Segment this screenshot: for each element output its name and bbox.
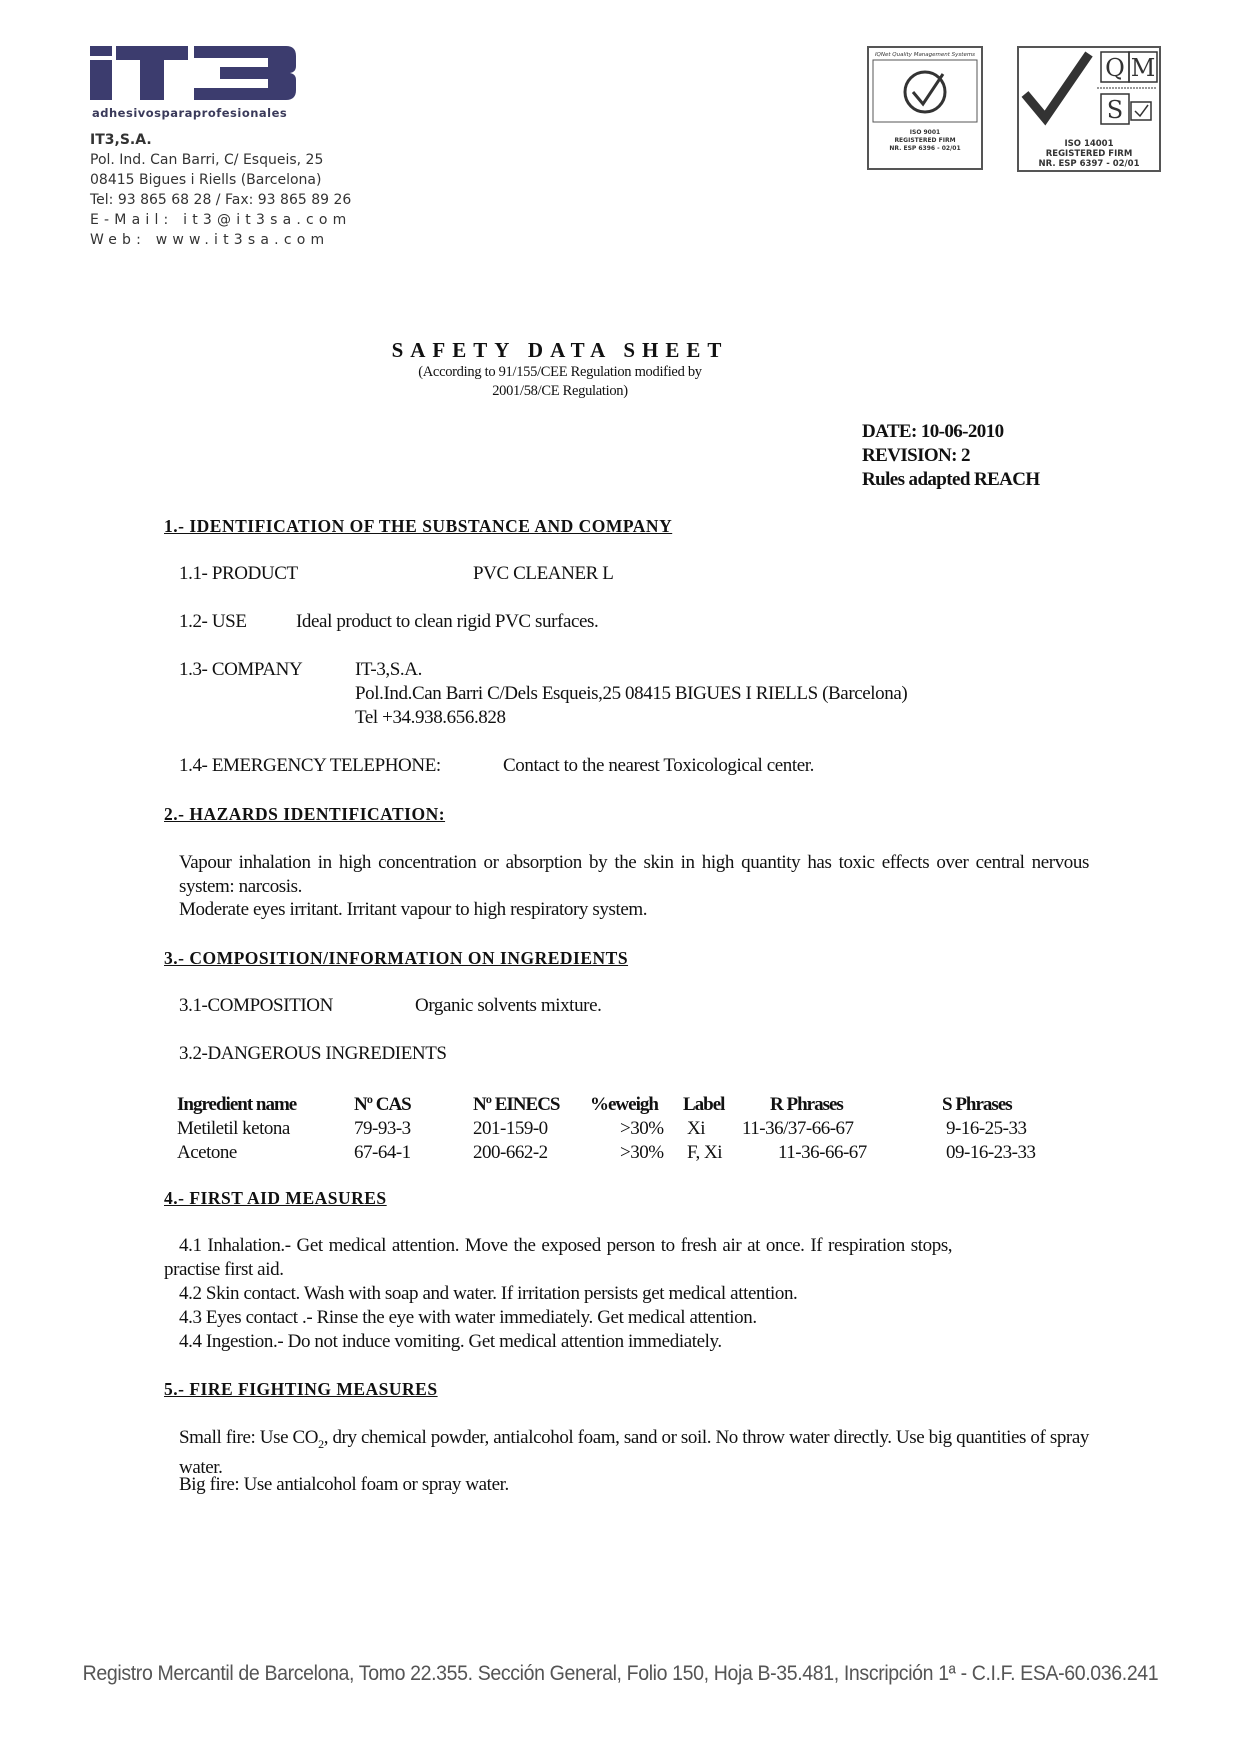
hazards-paragraph: Vapour inhalation in high concentration or absorption by the skin in high quantity has toxic effects over central nervous system: narcosis. xyxy=(179,852,1089,897)
fire-big-paragraph: Big fire: Use antialcohol foam or spray water. xyxy=(179,1474,509,1495)
first-aid-item: 4.4 Ingestion.- Do not induce vomiting. Get medical attention immediately. xyxy=(179,1331,722,1352)
first-aid-item: practise first aid. xyxy=(164,1259,284,1280)
table-row xyxy=(177,1142,1062,1166)
table-cell: 201-159-0 xyxy=(473,1118,548,1139)
section-2-heading: 2.- HAZARDS IDENTIFICATION: xyxy=(164,804,446,824)
iso-14001-stamp xyxy=(1017,46,1161,172)
column-header: Nº EINECS xyxy=(473,1094,560,1115)
table-cell: 79-93-3 xyxy=(354,1118,411,1139)
company-line: Tel +34.938.656.828 xyxy=(355,707,506,728)
cert-top-text: IQNet Quality Management Systems xyxy=(874,52,976,58)
small-fire-subscript: 2 xyxy=(318,1436,324,1451)
cert-caption: REGISTERED FIRM xyxy=(894,137,956,144)
small-fire-text: , dry chemical powder, antialcohol foam, sand or soil. No throw water directly. Use big quantities of spray water. xyxy=(179,1427,1089,1478)
table-cell: 200-662-2 xyxy=(473,1142,548,1163)
document-revision: REVISION: 2 xyxy=(862,445,970,466)
svg-text:S: S xyxy=(1106,96,1124,124)
ingredients-table xyxy=(177,1094,1062,1166)
company-address-block xyxy=(90,130,352,250)
quality-check-icon xyxy=(869,58,981,124)
cert-caption: REGISTERED FIRM xyxy=(1045,149,1133,159)
qms-check-icon xyxy=(1019,48,1159,132)
table-cell: 9-16-25-33 xyxy=(946,1118,1027,1139)
table-cell: Metiletil ketona xyxy=(177,1118,290,1139)
section-3-heading: 3.- COMPOSITION/INFORMATION ON INGREDIENTS xyxy=(164,948,629,968)
document-date: DATE: 10-06-2010 xyxy=(862,421,1004,442)
column-header: Nº CAS xyxy=(354,1094,411,1115)
document-rules: Rules adapted REACH xyxy=(862,469,1040,490)
table-header-row xyxy=(177,1094,1062,1118)
footer-registry: Registro Mercantil de Barcelona, Tomo 22.355. Sección General, Folio 150, Hoja B-35.481, Inscripción 1ª - C.I.F. ESA-60.036.241 xyxy=(82,1662,1159,1685)
svg-text:M: M xyxy=(1130,54,1156,82)
table-cell: >30% xyxy=(620,1142,664,1163)
fire-small-paragraph xyxy=(179,1426,1089,1480)
dangerous-ingredients-label: 3.2-DANGEROUS INGREDIENTS xyxy=(179,1043,447,1064)
first-aid-item: 4.3 Eyes contact .- Rinse the eye with water immediately. Get medical attention. xyxy=(179,1307,757,1328)
table-cell: Acetone xyxy=(177,1142,237,1163)
address-line: Pol. Ind. Can Barri, C/ Esqueis, 25 xyxy=(90,152,324,168)
column-header: %eweigh xyxy=(590,1094,658,1115)
company-name: IT3,S.A. xyxy=(90,132,152,148)
column-header: S Phrases xyxy=(942,1094,1012,1115)
composition-value: Organic solvents mixture. xyxy=(415,995,602,1016)
table-cell: 11-36/37-66-67 xyxy=(742,1118,854,1139)
document-meta xyxy=(862,420,1040,492)
column-header: Ingredient name xyxy=(177,1094,297,1115)
phone-fax: Tel: 93 865 68 28 / Fax: 93 865 89 26 xyxy=(90,192,352,208)
emergency-value: Contact to the nearest Toxicological center. xyxy=(503,755,814,776)
logo-tagline: adhesivosparaprofesionales xyxy=(92,106,288,120)
table-cell: Xi xyxy=(687,1118,705,1139)
column-header: Label xyxy=(683,1094,725,1115)
small-fire-text: Small fire: Use CO xyxy=(179,1427,319,1448)
product-label: 1.1- PRODUCT xyxy=(179,563,298,584)
product-value: PVC CLEANER L xyxy=(473,563,614,584)
cert-caption: NR. ESP 6396 - 02/01 xyxy=(889,145,961,152)
company-line: Pol.Ind.Can Barri C/Dels Esqueis,25 08415 BIGUES I RIELLS (Barcelona) xyxy=(355,683,908,704)
emergency-label: 1.4- EMERGENCY TELEPHONE: xyxy=(179,755,441,776)
table-cell: 11-36-66-67 xyxy=(778,1142,867,1163)
table-cell: >30% xyxy=(620,1118,664,1139)
cert-caption: NR. ESP 6397 - 02/01 xyxy=(1038,159,1140,169)
cert-caption: ISO 9001 xyxy=(909,129,941,136)
first-aid-item: 4.1 Inhalation.- Get medical attention. Move the exposed person to fresh air at once. If respiration stops, xyxy=(179,1235,953,1256)
column-header: R Phrases xyxy=(770,1094,843,1115)
section-5-heading: 5.- FIRE FIGHTING MEASURES xyxy=(164,1379,438,1399)
company-label: 1.3- COMPANY xyxy=(179,659,303,680)
cert-caption: ISO 14001 xyxy=(1064,139,1114,149)
iso-9001-stamp xyxy=(867,46,983,170)
subtitle-line: (According to 91/155/CEE Regulation modified by xyxy=(418,364,702,380)
address-line: 08415 Bigues i Riells (Barcelona) xyxy=(90,172,322,188)
hazards-paragraph: Moderate eyes irritant. Irritant vapour to high respiratory system. xyxy=(179,899,648,920)
use-label: 1.2- USE xyxy=(179,611,247,632)
section-1-heading: 1.- IDENTIFICATION OF THE SUBSTANCE AND COMPANY xyxy=(164,516,673,536)
document-title: SAFETY DATA SHEET xyxy=(391,338,729,362)
section-4-heading: 4.- FIRST AID MEASURES xyxy=(164,1188,387,1208)
email: E-Mail: it3@it3sa.com xyxy=(90,212,352,228)
table-cell: 67-64-1 xyxy=(354,1142,411,1163)
first-aid-item: 4.2 Skin contact. Wash with soap and water. If irritation persists get medical attention. xyxy=(179,1283,798,1304)
document-subtitle xyxy=(0,363,1120,401)
company-line: IT-3,S.A. xyxy=(355,659,422,680)
table-row xyxy=(177,1118,1062,1142)
use-value: Ideal product to clean rigid PVC surfaces. xyxy=(296,611,599,632)
composition-label: 3.1-COMPOSITION xyxy=(179,995,333,1016)
subtitle-line: 2001/58/CE Regulation) xyxy=(492,383,628,399)
website: Web: www.it3sa.com xyxy=(90,232,330,248)
svg-text:Q: Q xyxy=(1105,54,1125,82)
table-cell: 09-16-23-33 xyxy=(946,1142,1036,1163)
table-cell: F, Xi xyxy=(687,1142,723,1163)
